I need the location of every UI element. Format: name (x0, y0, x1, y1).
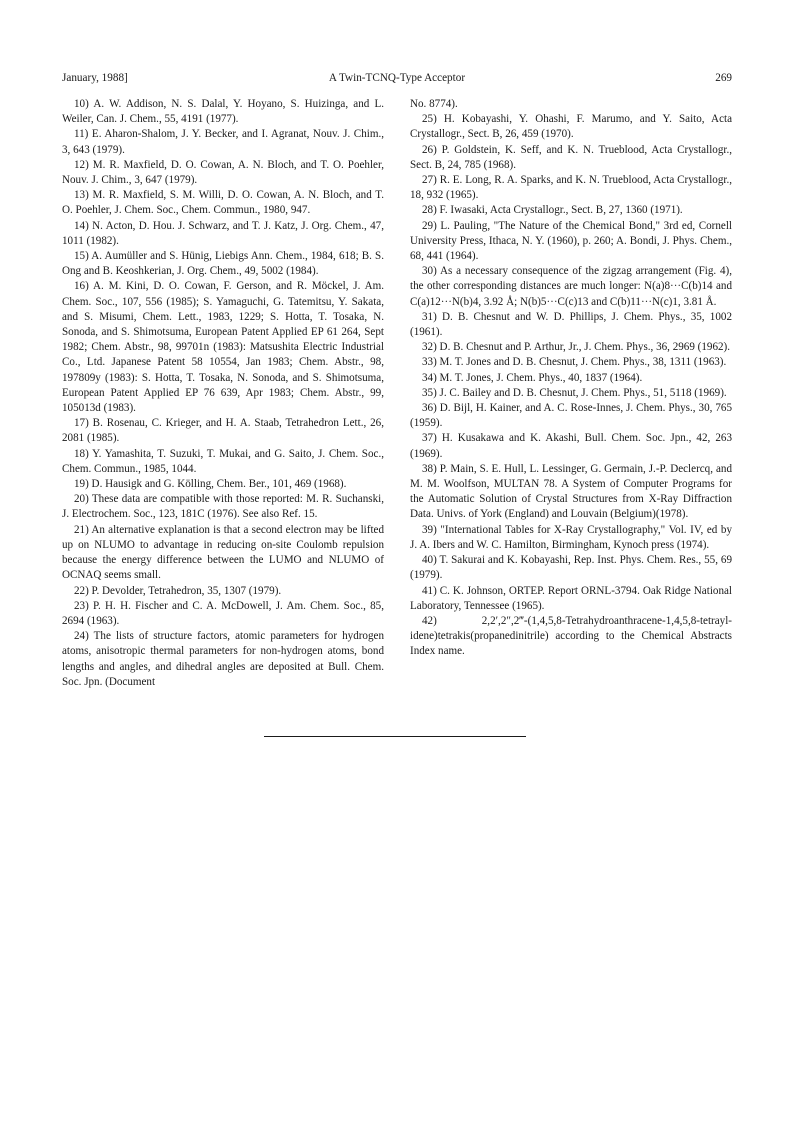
reference-18: 18) Y. Yamashita, T. Suzuki, T. Mukai, and G. Saito, J. Chem. Soc., Chem. Commun., 1985, 1044. (62, 447, 384, 475)
reference-27: 27) R. E. Long, R. A. Sparks, and K. N. Trueblood, Acta Crystallogr., 18, 932 (1965). (410, 174, 732, 202)
reference-30: 30) As a necessary consequence of the zigzag arrangement (Fig. 4), the other corresponding distances are much longer: N(a)8···C(b)14 and C(a)12···N(b)4, 3.92 Å; N(b)5···C(c)13 and C(b)11···N(c)1, 3.81 Å. (410, 265, 732, 308)
right-column-references (410, 97, 732, 660)
reference-34: 34) M. T. Jones, J. Chem. Phys., 40, 1837 (1964). (422, 371, 643, 384)
reference-10: 10) A. W. Addison, N. S. Dalal, Y. Hoyano, S. Huizinga, and L. Weiler, Can. J. Chem., 55, 4191 (1977). (62, 98, 384, 126)
reference-39: 39) "International Tables for X-Ray Crystallography," Vol. IV, ed by J. A. Ibers and W. C. Hamilton, Birmingham, Kynoch press (1974). (410, 523, 732, 551)
reference-41: 41) C. K. Johnson, ORTEP. Report ORNL-3794. Oak Ridge National Laboratory, Tennessee (1965). (410, 584, 732, 612)
reference-25: 25) H. Kobayashi, Y. Ohashi, F. Marumo, and Y. Saito, Acta Crystallogr., Sect. B, 26, 459 (1970). (410, 113, 732, 141)
reference-12: 12) M. R. Maxfield, D. O. Cowan, A. N. Bloch, and T. O. Poehler, Nouv. J. Chim., 3, 647 (1979). (62, 158, 384, 187)
reference-32: 32) D. B. Chesnut and P. Arthur, Jr., J. Chem. Phys., 36, 2969 (1962). (422, 341, 731, 354)
reference-26: 26) P. Goldstein, K. Seff, and K. N. Trueblood, Acta Crystallogr., Sect. B, 24, 785 (1968). (410, 143, 732, 171)
page-number: 269 (715, 72, 732, 84)
reference-16: 16) A. M. Kini, D. O. Cowan, F. Gerson, and R. Möckel, J. Am. Chem. Soc., 107, 556 (1985); S. Yamaguchi, G. Tatemitsu, Y. Sakata, and S. Misumi, Chem. Lett., 1983, 1229; S. Hotta, T. Tosaka, N. Sonoda, and S. Shimotsuma, European Patent Applied EP 61 264, Sept 1982; Chem. Abstr., 98, 99701n (1983): Matsushita Electric Industrial Co., Ltd. Japanese Patent 58 10554, Jan 1983; Chem. Abstr., 98, 197809y (1983): S. Hotta, T. Tosaka, N. Sonoda, and S. Shimotsuma, European Patent Applied EP 76 639, Apr 1983; Chem. Abstr., 99, 105013d (1983). (62, 280, 384, 415)
reference-15: 15) A. Aumüller and S. Hünig, Liebigs Ann. Chem., 1984, 618; B. S. Ong and B. Keoshkerian, J. Org. Chem., 49, 5002 (1984). (62, 250, 384, 278)
reference-17: 17) B. Rosenau, C. Krieger, and H. A. Staab, Tetrahedron Lett., 26, 2081 (1985). (62, 417, 384, 445)
reference-40: 40) T. Sakurai and K. Kobayashi, Rep. Inst. Phys. Chem. Res., 55, 69 (1979). (410, 554, 732, 582)
left-column-references (62, 97, 384, 690)
header-date: January, 1988] (62, 72, 128, 84)
reference-38: 38) P. Main, S. E. Hull, L. Lessinger, G. Germain, J.-P. Declercq, and M. M. Woolfson, MULTAN 78. A System of Computer Programs for the Automatic Solution of Crystal Structures from X-Ray Diffraction Data. Univs. of York (England) and Louvain (Belgium)(1978). (410, 462, 732, 521)
running-header (62, 72, 732, 88)
reference-24-continued: No. 8774). (410, 98, 458, 110)
reference-22: 22) P. Devolder, Tetrahedron, 35, 1307 (1979). (74, 584, 282, 597)
reference-29: 29) L. Pauling, "The Nature of the Chemical Bond," 3rd ed, Cornell University Press, Ithaca, N. Y. (1960), p. 260; A. Bondi, J. Phys. Chem., 68, 441 (1964). (410, 219, 732, 263)
reference-33: 33) M. T. Jones and D. B. Chesnut, J. Chem. Phys., 38, 1311 (1963). (422, 356, 727, 369)
reference-21: 21) An alternative explanation is that a second electron may be lifted up on NLUMO to advantage in reducing on-site Coulomb repulsion because the energy difference between the LUMO and NLUMO of OCNAQ seems small. (62, 523, 384, 582)
reference-28: 28) F. Iwasaki, Acta Crystallogr., Sect. B, 27, 1360 (1971). (422, 204, 683, 217)
reference-23: 23) P. H. H. Fischer and C. A. McDowell, J. Am. Chem. Soc., 85, 2694 (1963). (62, 599, 384, 627)
reference-37: 37) H. Kusakawa and K. Akashi, Bull. Chem. Soc. Jpn., 42, 263 (1969). (410, 432, 732, 460)
end-rule-divider (264, 736, 526, 737)
reference-36: 36) D. Bijl, H. Kainer, and A. C. Rose-Innes, J. Chem. Phys., 30, 765 (1959). (410, 402, 732, 430)
reference-20: 20) These data are compatible with those reported: M. R. Suchanski, J. Electrochem. Soc., 123, 181C (1976). See also Ref. 15. (62, 493, 384, 521)
reference-11: 11) E. Aharon-Shalom, J. Y. Becker, and I. Agranat, Nouv. J. Chim., 3, 643 (1979). (62, 128, 384, 156)
reference-35: 35) J. C. Bailey and D. B. Chesnut, J. Chem. Phys., 51, 5118 (1969). (422, 386, 727, 399)
reference-31: 31) D. B. Chesnut and W. D. Phillips, J. Chem. Phys., 35, 1002 (1961). (410, 310, 732, 339)
reference-19: 19) D. Hausigk and G. Kölling, Chem. Ber., 101, 469 (1968). (74, 478, 347, 491)
reference-24: 24) The lists of structure factors, atomic parameters for hydrogen atoms, anisotropic thermal parameters for non-hydrogen atoms, bond lengths and angles, and dihedral angles are deposited at Bull. Chem. Soc. Jpn. (Document (62, 630, 384, 688)
reference-14: 14) N. Acton, D. Hou. J. Schwarz, and T. J. Katz, J. Org. Chem., 47, 1011 (1982). (62, 219, 384, 247)
reference-13: 13) M. R. Maxfield, S. M. Willi, D. O. Cowan, A. N. Bloch, and T. O. Poehler, J. Chem. Soc., Chem. Commun., 1980, 947. (62, 189, 384, 217)
reference-42: 42) 2,2′,2″,2‴-(1,4,5,8-Tetrahydroanthracene-1,4,5,8-tetrayl-idene)tetrakis(propanedinitrile) according to the Chemical Abstracts Index name. (410, 614, 732, 658)
header-title: A Twin-TCNQ-Type Acceptor (328, 72, 466, 84)
